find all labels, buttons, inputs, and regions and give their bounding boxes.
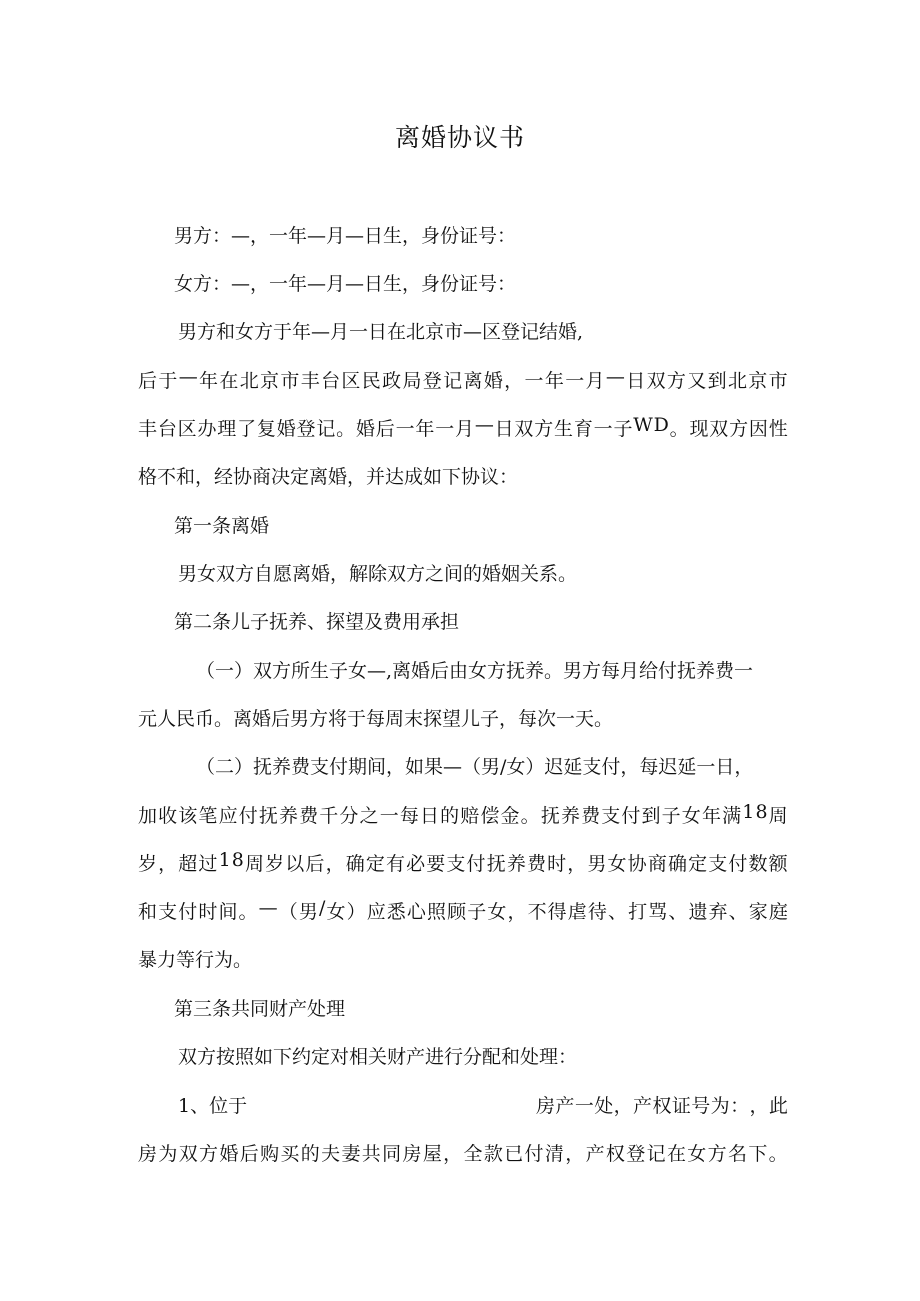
glyph: 年 [701,805,721,827]
glyph: 子 [661,805,681,827]
glyph: 方 [729,418,749,440]
glyph: 生 [554,418,574,440]
glyph: 下 [748,1143,768,1165]
glyph: 千 [319,805,339,827]
glyph: 赔 [460,805,480,827]
glyph: 付 [466,853,486,875]
glyph: 女 [607,853,627,875]
glyph: 离 [463,370,483,392]
glyph: 处 [594,1095,614,1117]
glyph: 台 [157,418,177,440]
glyph: 于 [158,370,178,392]
glyph: 商 [647,853,667,875]
glyph: 子 [467,901,487,923]
glyph: 一 [379,805,399,827]
glyph: 京 [748,370,768,392]
glyph: 女 [681,805,701,827]
glyph: 顾 [447,901,467,923]
glyph: 确 [345,853,365,875]
glyph: 方 [707,1143,727,1165]
document-title: 离婚协议书 [394,123,525,152]
paragraph-marriage-line-3 [138,414,788,441]
glyph: ） [346,901,366,923]
glyph: 同 [382,1143,402,1165]
glyph: 家 [748,901,768,923]
glyph: 心 [406,901,426,923]
glyph: 为 [710,1095,730,1117]
glyph: 定 [688,853,708,875]
glyph: 。 [238,901,258,923]
glyph: 必 [406,853,426,875]
paragraph-male-party: 男方：—，一年—月—日生，身份证号： [174,225,517,247]
section-heading-1: 第一条离婚 [174,515,270,537]
glyph: 超 [178,853,198,875]
glyph: 协 [627,853,647,875]
glyph: 一 [524,370,544,392]
paragraph-custody-2-line-3 [138,849,788,876]
glyph: 婚 [483,370,503,392]
glyph: 付 [524,1143,544,1165]
glyph: 付 [178,901,198,923]
glyph: 登 [296,418,316,440]
glyph: 购 [260,1143,280,1165]
glyph: 周 [768,805,788,827]
paragraph-property-intro: 双方按照如下约定对相关财产进行分配和处理： [178,1046,578,1068]
glyph: 支 [708,853,728,875]
glyph: ， [567,853,587,875]
glyph: 后 [138,370,158,392]
glyph: 市 [280,370,300,392]
glyph: 婚 [276,418,296,440]
glyph: 定 [365,853,385,875]
glyph: 抚 [258,805,278,827]
glyph: 支 [601,805,621,827]
glyph: W [633,414,653,436]
glyph: 证 [671,1095,691,1117]
glyph: 数 [748,853,768,875]
glyph: 民 [361,370,381,392]
glyph: 房 [138,1143,158,1165]
glyph: ， [749,1095,769,1117]
glyph: ， [325,853,345,875]
glyph: 要 [426,853,446,875]
paragraph-custody-1-line-1: （一）双方所生子女—,离婚后由女方抚养。男方每月给付抚养费一 [196,660,754,682]
glyph: 后 [305,853,325,875]
glyph: 记 [646,1143,666,1165]
glyph: 分 [339,805,359,827]
paragraph-custody-2-line-5: 暴力等行为。 [138,949,253,971]
glyph: 付 [621,805,641,827]
glyph: 加 [138,805,158,827]
glyph: 了 [237,418,257,440]
glyph: 时 [198,901,218,923]
glyph: 、 [728,901,748,923]
glyph: 买 [280,1143,300,1165]
glyph: 过 [198,853,218,875]
glyph: 为 [158,1143,178,1165]
glyph: 笔 [198,805,218,827]
glyph: 收 [158,805,178,827]
glyph: 办 [197,418,217,440]
glyph: 付 [238,805,258,827]
glyph: 女 [487,901,507,923]
glyph: 。 [520,805,540,827]
glyph: 费 [299,805,319,827]
paragraph-custody-2-line-2 [138,801,788,828]
glyph: 双 [709,418,729,440]
glyph: 双 [646,370,666,392]
glyph: 男 [587,853,607,875]
glyph: 打 [628,901,648,923]
glyph: 理 [217,418,237,440]
glyph: 日 [626,370,646,392]
glyph: 政 [382,370,402,392]
glyph: 到 [707,370,727,392]
glyph: ， [507,901,527,923]
glyph: 款 [483,1143,503,1165]
glyph: 额 [768,853,788,875]
glyph: 骂 [648,901,668,923]
glyph: 8 [231,849,244,871]
glyph: D [653,414,669,436]
glyph: 支 [446,853,466,875]
glyph: 夫 [321,1143,341,1165]
glyph: 养 [278,805,298,827]
glyph: 费 [581,805,601,827]
glyph: 年 [415,418,435,440]
glyph: 市 [768,370,788,392]
glyph: 养 [560,805,580,827]
glyph: 金 [500,805,520,827]
glyph: 虐 [567,901,587,923]
glyph: 和 [138,901,158,923]
glyph: 月 [455,418,475,440]
glyph: 年 [199,370,219,392]
glyph: 悉 [386,901,406,923]
glyph: ， [504,370,524,392]
glyph: 丰 [138,418,158,440]
glyph: 一 [593,418,613,440]
glyph: 北 [727,370,747,392]
glyph: 满 [722,805,742,827]
glyph: 的 [440,805,460,827]
glyph: 照 [427,901,447,923]
paragraph-custody-1-line-2: 元人民币。离婚后男方将于每周末探望儿子，每次一天。 [138,708,614,730]
glyph: 应 [218,805,238,827]
glyph: 北 [239,370,259,392]
glyph: 名 [727,1143,747,1165]
glyph: ， [443,1143,463,1165]
glyph: ： [730,1095,750,1117]
glyph: 登 [422,370,442,392]
glyph: 产 [555,1095,575,1117]
paragraph-property-item-1-start: 1、位于 [178,1095,248,1117]
glyph: 因 [748,418,768,440]
glyph: 周 [245,853,265,875]
glyph: — [605,366,625,388]
glyph: 台 [321,370,341,392]
glyph: 的 [300,1143,320,1165]
glyph: 一 [435,418,455,440]
glyph: 确 [667,853,687,875]
glyph: 区 [177,418,197,440]
glyph: 抚 [540,805,560,827]
glyph: 1 [742,801,755,823]
glyph: ， [158,853,178,875]
glyph: 房 [536,1095,556,1117]
glyph: 全 [463,1143,483,1165]
glyph: 方 [666,370,686,392]
paragraph-marriage-line-4: 格不和，经协商决定离婚，并达成如下协议： [138,466,519,488]
glyph: 岁 [265,853,285,875]
glyph: ， [613,1095,633,1117]
glyph: — [178,366,198,388]
glyph: 屋 [422,1143,442,1165]
glyph: 丰 [300,370,320,392]
glyph: 双 [514,418,534,440]
glyph: 妻 [341,1143,361,1165]
glyph: 京 [260,370,280,392]
glyph: 登 [626,1143,646,1165]
glyph: 有 [385,853,405,875]
glyph: 8 [755,801,768,823]
glyph: / [318,897,326,919]
glyph: 号 [691,1095,711,1117]
glyph: 共 [361,1143,381,1165]
section-heading-2: 第二条儿子抚养、探望及费用承担 [174,611,460,633]
glyph: 不 [527,901,547,923]
glyph: 局 [402,370,422,392]
paragraph-marriage-line-2 [138,366,788,393]
glyph: 后 [239,1143,259,1165]
glyph: 此 [768,1095,788,1117]
glyph: 婚 [219,1143,239,1165]
paragraph-female-party: 女方：—，一年—月—日生，身份证号： [174,273,517,295]
glyph: 区 [341,370,361,392]
glyph: 权 [652,1095,672,1117]
glyph: 清 [544,1143,564,1165]
glyph: 复 [256,418,276,440]
glyph: 产 [633,1095,653,1117]
glyph: （ [278,901,298,923]
glyph: 已 [504,1143,524,1165]
glyph: 每 [399,805,419,827]
glyph: ， [565,1143,585,1165]
glyph: 现 [689,418,709,440]
glyph: 婚 [355,418,375,440]
glyph: 子 [613,418,633,440]
glyph: 1 [218,849,231,871]
glyph: 弃 [708,901,728,923]
glyph: 记 [316,418,336,440]
glyph: 日 [419,805,439,827]
glyph: 抚 [486,853,506,875]
glyph: 该 [178,805,198,827]
glyph: 产 [585,1143,605,1165]
glyph: 到 [641,805,661,827]
paragraph-custody-2-line-4 [138,897,788,924]
glyph: 付 [728,853,748,875]
glyph: 一 [574,1095,594,1117]
glyph: 一 [395,418,415,440]
glyph: 遗 [688,901,708,923]
glyph: 又 [687,370,707,392]
glyph: 、 [668,901,688,923]
paragraph-marriage-line-1: 男方和女方于年—月一日在北京市—区登记结婚, [178,321,584,343]
paragraph-property-item-1-line-2 [138,1139,788,1166]
glyph: 在 [666,1143,686,1165]
paragraph-custody-2-line-1: （二）抚养费支付期间，如果—（男/女）迟延支付，每迟延一日， [196,756,754,778]
glyph: 双 [178,1143,198,1165]
glyph: 男 [298,901,318,923]
glyph: 支 [158,901,178,923]
glyph: 。 [669,418,689,440]
glyph: 。 [768,1143,788,1165]
glyph: 在 [219,370,239,392]
glyph: 岁 [138,853,158,875]
glyph: 性 [768,418,788,440]
glyph: 待 [587,901,607,923]
paragraph-divorce: 男女双方自愿离婚，解除双方之间的婚姻关系。 [178,563,578,585]
glyph: 育 [573,418,593,440]
glyph: 一 [565,370,585,392]
glyph: 权 [605,1143,625,1165]
glyph: — [474,414,494,436]
glyph: 日 [494,418,514,440]
glyph: 间 [218,901,238,923]
glyph: 得 [547,901,567,923]
glyph: 。 [336,418,356,440]
glyph: 方 [534,418,554,440]
glyph: 养 [506,853,526,875]
glyph: 后 [375,418,395,440]
glyph: 年 [544,370,564,392]
glyph: 、 [608,901,628,923]
glyph: 记 [443,370,463,392]
section-heading-3: 第三条共同财产处理 [174,998,346,1020]
glyph: 方 [199,1143,219,1165]
glyph: 偿 [480,805,500,827]
glyph: 月 [585,370,605,392]
glyph: 之 [359,805,379,827]
glyph: 以 [285,853,305,875]
paragraph-property-item-1-end [536,1091,788,1118]
glyph: 庭 [768,901,788,923]
glyph: 应 [366,901,386,923]
glyph: 费 [526,853,546,875]
glyph: 女 [326,901,346,923]
glyph: — [258,897,278,919]
glyph: 房 [402,1143,422,1165]
glyph: 女 [687,1143,707,1165]
glyph: 时 [547,853,567,875]
